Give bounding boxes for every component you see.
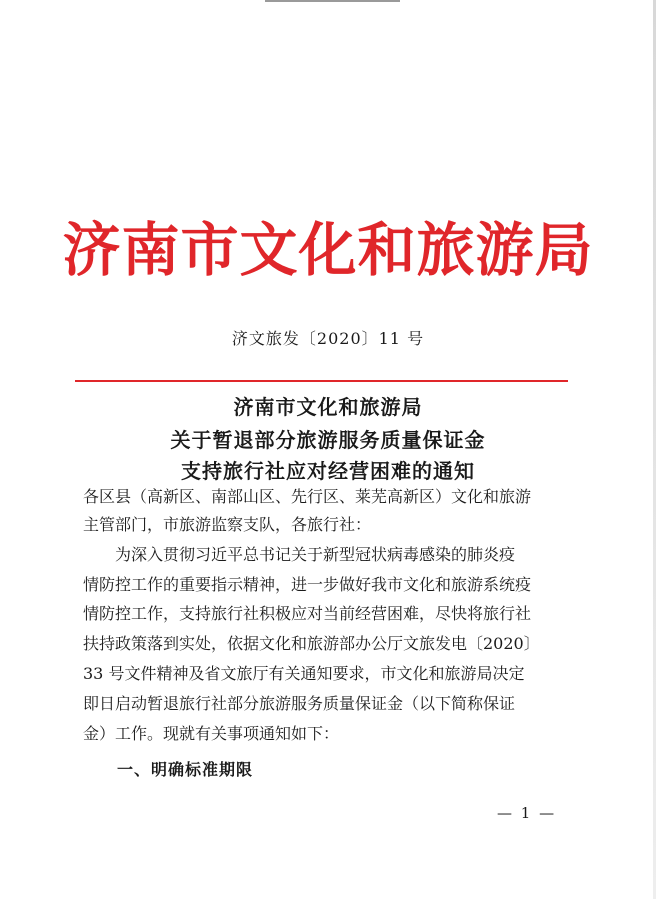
- paragraph-line: 为深入贯彻习近平总书记关于新型冠状病毒感染的肺炎疫: [83, 545, 516, 564]
- paragraph-line: 即日启动暂退旅行社部分旅游服务质量保证金（以下简称保证: [83, 694, 516, 713]
- page-number: — 1 —: [497, 804, 557, 822]
- red-divider-line: [75, 380, 568, 382]
- paragraph-line: 扶持政策落到实处，依据文化和旅游部办公厅文旅发电〔2020〕: [83, 634, 540, 653]
- paragraph-line: 金）工作。现就有关事项通知如下：: [83, 724, 340, 743]
- paragraph-line: 情防控工作的重要指示精神，进一步做好我市文化和旅游系统疫: [83, 575, 532, 594]
- paragraph-line: 情防控工作，支持旅行社积极应对当前经营困难，尽快将旅行社: [83, 604, 532, 623]
- title-line-3: 支持旅行社应对经营困难的通知: [181, 459, 475, 483]
- agency-masthead: 济南市文化和旅游局: [62, 216, 594, 284]
- paragraph-line: 33 号文件精神及省文旅厅有关通知要求，市文化和旅游局决定: [83, 664, 525, 683]
- recipients-line-2: 主管部门，市旅游监察支队，各旅行社：: [83, 515, 372, 534]
- scan-edge-top: [265, 0, 400, 2]
- section-heading-1: 一、明确标准期限: [117, 760, 254, 779]
- document-number: 济文旅发〔2020〕11 号: [231, 329, 425, 348]
- title-line-2: 关于暂退部分旅游服务质量保证金: [170, 428, 486, 452]
- title-line-1: 济南市文化和旅游局: [233, 395, 423, 419]
- recipients-line-1: 各区县（高新区、南部山区、先行区、莱芜高新区）文化和旅游: [83, 487, 532, 506]
